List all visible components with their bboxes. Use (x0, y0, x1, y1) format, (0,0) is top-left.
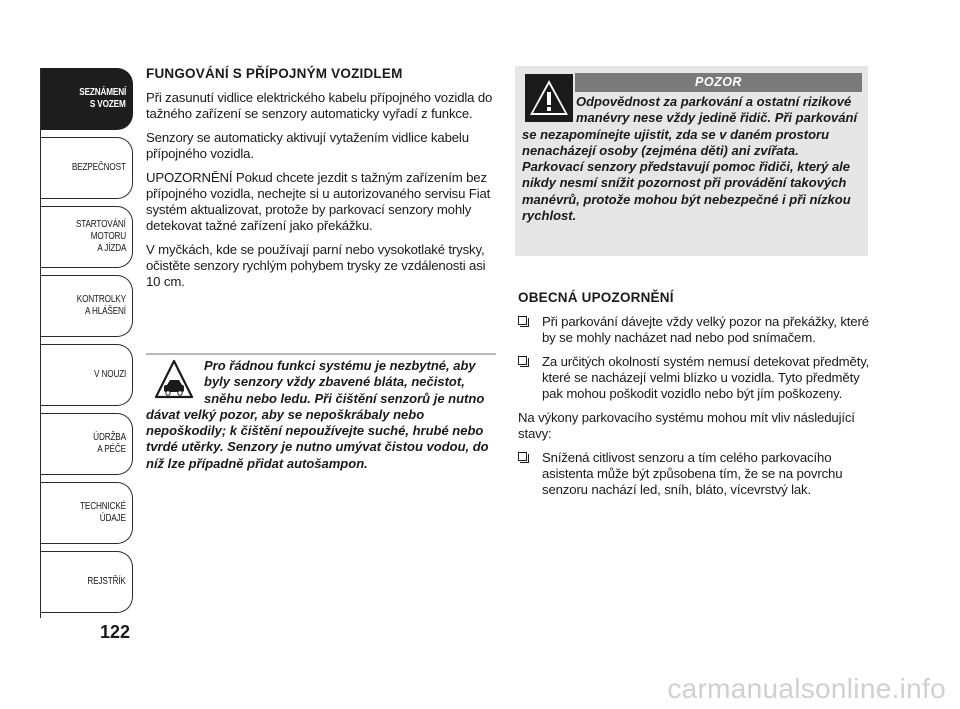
paragraph: Při zasunutí vidlice elektrického kabelu přípojného vozidla do tažného zařízení se senzory automaticky vyřadí z funkce. (146, 90, 493, 121)
tab-udrzba-a-pece[interactable] (41, 413, 133, 475)
tab-label-line: KONTROLKY (76, 294, 126, 305)
warning-box (515, 66, 868, 256)
tab-label-line: MOTORU (90, 231, 126, 242)
paragraph: Na výkony parkovacího systému mohou mít vliv následující stavy: (518, 410, 855, 441)
tab-label-line: A JÍZDA (97, 243, 126, 254)
tab-label-line: REJSTŘÍK (87, 576, 126, 587)
bullet-item (518, 450, 870, 498)
tab-label-line: ÚDAJE (99, 513, 126, 524)
checkbox-bullet-icon (518, 356, 527, 365)
left-column (146, 66, 498, 298)
watermark: carmanualsonline.info (667, 673, 946, 704)
checkbox-bullet-icon (518, 316, 527, 325)
right-column (518, 290, 870, 506)
bullet-text: Snížená citlivost senzoru a tím celého parkovacího asistenta může být způsobena tím, že se na povrchu senzoru nachází led, sníh, bláto, vícevrstvý lak. (542, 450, 843, 497)
bullet-text: Při parkování dávejte vždy velký pozor na překážky, které by se mohly nacházet nad nebo pod snímačem. (542, 314, 869, 345)
tab-technicke-udaje[interactable] (41, 482, 133, 544)
tab-rejstrik[interactable] (41, 551, 133, 613)
page-number: 122 (100, 622, 131, 642)
tab-startovani-motoru-a-jizda[interactable] (41, 206, 133, 268)
bullet-text: Za určitých okolností systém nemusí detekovat předměty, které se nacházejí velmi blízko u vozidla. Tyto předměty pak mohou poškodit vozidlo nebo být jím poškozeny. (542, 354, 870, 401)
tab-label-line: TECHNICKÉ (80, 501, 126, 512)
warning-title: POZOR (575, 73, 862, 92)
paragraph: Senzory se automaticky aktivují vytažením vidlice kabelu přípojného vozidla. (146, 130, 469, 161)
tab-label-line: A HLÁŠENÍ (85, 306, 126, 317)
warning-text: Odpovědnost za parkování a ostatní rizikové manévry nese vždy jedině řidič. Při parkování se nezapomínejte ujistit, zda se v daném prostoru nenacházejí osoby (zejména děti) ani zvířata. Parkovací senzory představují pomoc řidiči, který ale nikdy nesmí snížit pozornost při provádění takových manévrů, protože mohou být nebezpečné i při nízkou rychlost. (522, 94, 858, 224)
tab-bezpecnost[interactable] (41, 137, 133, 199)
tab-seznameni-s-vozem[interactable] (41, 68, 133, 130)
tab-label-line: SEZNÁMENÍ (79, 87, 126, 98)
tab-label-line: ÚDRŽBA (93, 432, 126, 443)
tab-label-line: BEZPEČNOST (72, 162, 126, 173)
tab-label-line: S VOZEM (90, 99, 126, 110)
tab-label-line: V NOUZI (93, 369, 126, 380)
checkbox-bullet-icon (518, 452, 527, 461)
bullet-item (518, 314, 870, 346)
section-heading-trailer: FUNGOVÁNÍ S PŘÍPOJNÝM VOZIDLEM (146, 66, 403, 81)
section-heading-general-warnings: OBECNÁ UPOZORNĚNÍ (518, 290, 674, 305)
tab-v-nouzi[interactable] (41, 344, 133, 406)
note-text: Pro řádnou funkci systému je nezbytné, aby byly senzory vždy zbavené bláta, nečistot, sněhu nebo ledu. Při čištění senzorů je nutno dávat velký pozor, aby se nepoškrábaly nebo nepoškodily; k čištění nepoužívejte suché, hrubé nebo tvrdé utěrky. Senzory je nutno umývat čistou vodou, do níž lze případně přidat autošampon. (146, 358, 489, 471)
tab-kontrolky-a-hlaseni[interactable] (41, 275, 133, 337)
tab-label-line: A PÉČE (97, 444, 126, 455)
tab-label-line: STARTOVÁNÍ (76, 219, 126, 230)
paragraph: UPOZORNĚNÍ Pokud chcete jezdit s tažným zařízením bez přípojného vozidla, nechejte si u autorizovaného servisu Fiat systém aktualizovat, protože by parkovací senzory mohly detekovat tažné zařízení jako překážku. (146, 170, 491, 233)
bullet-item (518, 354, 870, 402)
note-box (146, 355, 496, 495)
paragraph: V myčkách, kde se používají parní nebo vysokotlaké trysky, očistěte senzory rychlým pohybem trysky ze vzdálenosti asi 10 cm. (146, 242, 486, 289)
